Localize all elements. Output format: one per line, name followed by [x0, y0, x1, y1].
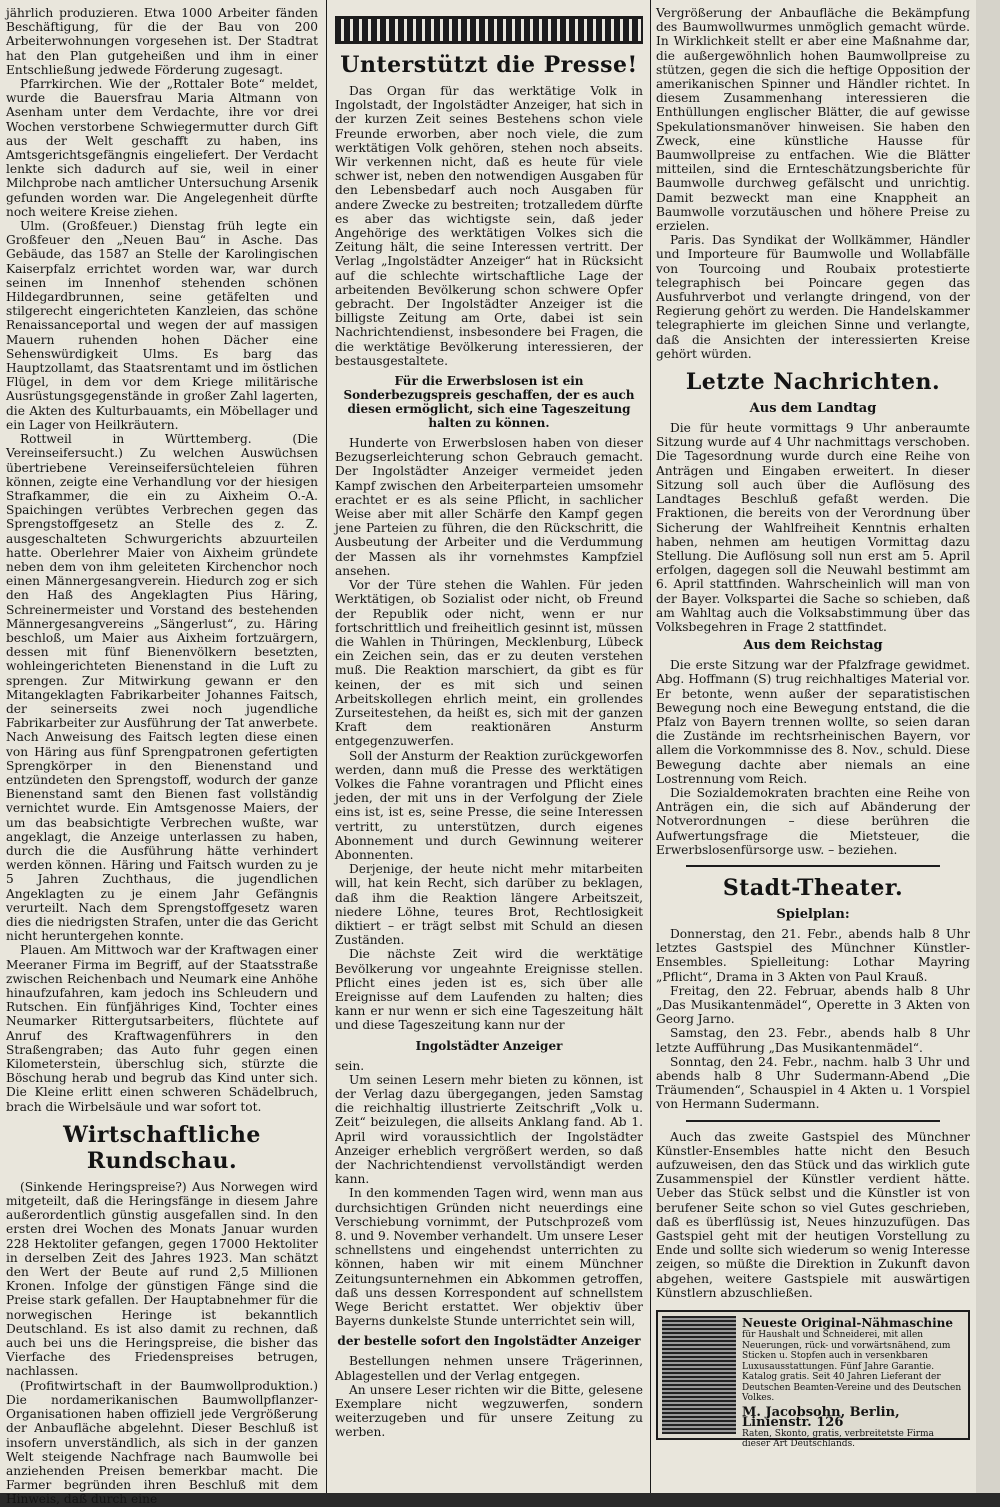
subheading: Aus dem Landtag: [749, 401, 877, 417]
column-1: [6, 6, 318, 1507]
paragraph: Rottweil in Württemberg. (Die Vereinseifersucht.) Zu welchen Auswüchsen übertriebene Vereinseifersüchteleien führen können, zeigte eine Verhandlung vor der hiesigen Strafkammer, die ein zu Aixheim O.-A. Spaichingen verübtes Verbrechen gegen das Sprengstoffgesetz an Stelle des z. Z. ausgeschalteten Schwurgerichts abzuurteilen hatte. Oberlehrer Maier von Aixheim gründete neben dem von ihm geleiteten Kirchenchor noch einen Männergesangverein. Hiedurch zog er sich den Haß des Angeklagten Pius Häring, Schreinermeister und Vorstand des bestehenden Männergesangvereins „Sängerlust“, zu. Häring beschloß, um Maier aus Aixheim fortzuärgern, dessen mit fünf Bienenvölkern besetzten, wohleingerichteten Bienenstand in die Luft zu sprengen. Zur Mitwirkung gewann er den Mitangeklagten Fabrikarbeiter Johannes Faitsch, der seinerseits zwei noch jugendliche Fabrikarbeiter zur Ausführung der Tat anwerbete. Nach Anweisung des Faitsch legten diese einen von Häring aus fünf Sprengpatronen gefertigten Sprengkörper in den Bienenstand und entzündeten den Sprengstoff, wodurch der ganze Bienenstand samt den Bienen fast vollständig vernichtet wurde. Ein Amtsgenosse Maiers, der um das beabsichtigte Verbrechen wußte, war angeklagt, die Anzeige unterlassen zu haben, durch die die Ausführung hätte verhindert werden können. Häring und Faitsch wurden zu je 5 Jahren Zuchthaus, die jugendlichen Angeklagten zu je einem Jahr Gefängnis verurteilt. Nach dem Sprengstoffgesetz waren dies die niedrigsten Strafen, unter die das Gericht nicht heruntergehen konnte.: [6, 432, 318, 944]
column-rule: [650, 0, 651, 1493]
paragraph: sein.: [335, 1058, 365, 1073]
paragraph: Paris. Das Syndikat der Wollkämmer, Händler und Importeure für Baumwolle und Wollabfälle von Tourcoing und Roubaix protestierte telegraphisch bei Poincare gegen das Ausfuhrverbot und verlangte dringend, von der Regierung gehört zu werden. Die Handelskammer telegraphierte im gleichen Sinne und verlangte, daß die Ansichten der interessierten Kreise gehört würden.: [656, 233, 970, 361]
ad-body: für Haushalt und Schneiderei, mit allen Neuerungen, rück- und vorwärtsnähend, zum Sticken u. Stopfen auch in versenkbaren Luxusausstattungen. Fünf Jahre Garantie. Katalog gratis. Seit 40 Jahren Lieferant der Deutschen Beamten-Vereine und des Deutschen Volkes.: [742, 1330, 962, 1404]
paragraph: Plauen. Am Mittwoch war der Kraftwagen einer Meeraner Firma im Begriff, auf der Staatsstraße zwischen Reichenbach und Neumark eine Anhöhe hinaufzufahren, kam jedoch ins Schleudern und Rutschen. Ein fünfjähriges Kind, Tochter eines Neumarker Rittergutsarbeiters, flüchtete auf Anruf des Kraftwagenführers in den Straßengraben; das Auto fuhr gegen einen Kilometerstein, überschlug sich, stürzte die Böschung herab und begrub das Kind unter sich. Die Kleine erlitt einen schweren Schädelbruch, brach die Wirbelsäule und war sofort tot.: [6, 943, 318, 1114]
paragraph: (Profitwirtschaft in der Baumwollproduktion.) Die nordamerikanischen Baumwollpflanzer-Organisationen haben offiziell jede Vergrößerung der Anbaufläche abgelehnt. Dieser Beschluß ist insofern unverständlich, als sich in der ganzen Welt steigende Nachfrage nach Baumwolle bei anziehenden Preisen bemerkbar macht. Die Farmer begründen ihren Beschluß mit dem Hinweis, daß durch eine: [6, 1378, 318, 1507]
paragraph: Die erste Sitzung war der Pfalzfrage gewidmet. Abg. Hoffmann (S) trug reichhaltiges Material vor. Er betonte, wenn außer der separatistischen Bewegung noch eine Bewegung entstand, die die Pfalz von Bayern trennen wollte, so seien daran die Zustände im rechtsrheinischen Bayern, vor allem die Vorkommnisse des 8. Nov., schuld. Diese Bewegung dachte aber niemals an eine Lostrennung vom Reich.: [656, 658, 970, 786]
section-heading: Stadt-Theater.: [722, 874, 904, 901]
section-heading: Letzte Nachrichten.: [685, 369, 941, 396]
paragraph: Die für heute vormittags 9 Uhr anberaumte Sitzung wurde auf 4 Uhr nachmittags verschoben. Die Tagesordnung wurde durch eine Reihe von Anträgen und Eingaben erweitert. In dieser Sitzung soll auch über die Auflösung des Landtages Beschluß gefaßt werden. Die Fraktionen, die bereits von der Verordnung über Sicherung der Wahlfreiheit Kenntnis erhalten haben, nehmen am heutigen Vormittag dazu Stellung. Die Auflösung soll nun erst am 5. April erfolgen, dagegen soll die Neuwahl bestimmt am 6. April stattfinden. Wahrscheinlich will man von der Bayer. Volkspartei die Sache so schieben, daß am Wahltag auch die Volksabstimmung über das Volksbegehren in Frage 2 stattfindet.: [656, 421, 970, 634]
paragraph: Vergrößerung der Anbaufläche die Bekämpfung des Baumwollwurmes unmöglich gemacht würde. In Wirklichkeit stellt er aber eine Maßnahme dar, die außergewöhnlich hohen Baumwollpreise zu stützen, gegen die sich die heftige Opposition der amerikanischen Spinner und Händler richtet. In diesem Zusammenhang interessieren die Enthüllungen englischer Blätter, die auf gewisse Spekulationsmanöver hinweisen. Sie haben den Zweck, eine künstliche Hausse für Baumwollpreise zu entfachen. Wie die Blätter mitteilen, sind die Ernteschätzungsberichte für Baumwolle durchweg gefälscht und unrichtig. Damit bezweckt man eine Knappheit an Baumwolle vorzutäuschen und höhere Preise zu erzielen.: [656, 6, 970, 234]
section-heading: Wirtschaftliche Rundschau.: [63, 1121, 261, 1174]
paragraph: (Sinkende Heringspreise?) Aus Norwegen wird mitgeteilt, daß die Heringsfänge in diesem Jahre außerordentlich günstig ausgefallen sind. In den ersten drei Wochen des Monats Januar wurden 228 Hektoliter gefangen, gegen 17000 Hektoliter in derselben Zeit des Jahres 1923. Man schätzt den Wert der Beute auf rund 2,5 Millionen Kronen. Infolge der günstigen Fänge sind die Preise stark gefallen. Der Hauptabnehmer für die norwegischen Heringe ist bekanntlich Deutschland. Es ist also damit zu rechnen, daß auch bei uns die Heringspreise, die bisher das Vierfache des Friedenspreises betrugen, nachlassen.: [6, 1179, 318, 1379]
subheading: Aus dem Reichstag: [743, 638, 883, 654]
paragraph: Vor der Türe stehen die Wahlen. Für jeden Werktätigen, ob Sozialist oder nicht, ob Freund der Republik oder nicht, wenn er nur fortschrittlich und freiheitlich gesinnt ist, müssen die Wahlen in Thüringen, Mecklenburg, Lübeck ein Zeichen sein, das er zu deuten verstehen muß. Die Reaktion marschiert, da gibt es für keinen, der es mit sich und seinen Arbeitskollegen ehrlich meint, ein grollendes Zurseitestehen, da heißt es, sich mit der ganzen Kraft dem reaktionären Ansturm entgegenzuwerfen.: [335, 578, 643, 749]
paragraph: Sonntag, den 24. Febr., nachm. halb 3 Uhr und abends halb 8 Uhr Sudermann-Abend „Die Träumenden“, Schauspiel in 4 Akten u. 1 Vorspiel von Hermann Sudermann.: [656, 1054, 970, 1112]
paragraph: Derjenige, der heute nicht mehr mitarbeiten will, hat kein Recht, sich darüber zu beklagen, daß ihm die Reaktion längere Arbeitszeit, niedere Löhne, teures Brot, Rechtlosigkeit diktiert – er trägt selbst mit Schuld an diesen Zuständen.: [335, 862, 643, 948]
divider: [686, 865, 940, 867]
column-2: [335, 6, 643, 1440]
column-3: [656, 6, 970, 1450]
ad-company: M. Jacobsohn, Berlin, Linienstr. 126: [742, 1404, 900, 1431]
paragraph: Freitag, den 22. Februar, abends halb 8 Uhr „Das Musikantenmädel“, Operette in 3 Akten von Georg Jarno.: [656, 983, 970, 1027]
paragraph: An unsere Leser richten wir die Bitte, gelesene Exemplare nicht wegzuwerfen, sondern weiterzugeben und für unsere Zeitung zu werben.: [335, 1382, 643, 1440]
paragraph: Donnerstag, den 21. Febr., abends halb 8 Uhr letztes Gastspiel des Münchner Künstler-Ensembles. Spielleitung: Lothar Mayring „Pflicht“, Drama in 3 Akten von Paul Krauß.: [656, 926, 970, 984]
column-rule: [326, 0, 327, 1493]
paragraph: Pfarrkirchen. Wie der „Rottaler Bote“ meldet, wurde die Bauersfrau Maria Altmann von Asenham unter dem Verdachte, ihre vor drei Wochen verstorbene Schwiegermutter durch Gift aus der Welt geschafft zu haben, ins Amtsgerichtsgefängnis eingeliefert. Der Verdacht lenkte sich dadurch auf sie, weil in einer Milchprobe nach amtlicher Untersuchung Arsenik gefunden worden war. Die Angelegenheit dürfte noch weitere Kreise ziehen.: [6, 77, 318, 219]
paragraph: In den kommenden Tagen wird, wenn man aus durchsichtigen Gründen nicht neuerdings eine Verschiebung vornimmt, der Putschprozeß vom 8. und 9. November verhandelt. Um unsere Leser schnellstens und eingehendst unterrichten zu können, haben wir mit einem Münchner Zeitungsunternehmen ein Abkommen getroffen, daß uns dessen Korrespondent auf schnellstem Wege Bericht erstattet. Wer objektiv über Bayerns dunkelste Stunde unterrichtet sein will,: [335, 1186, 643, 1329]
ad-title: Neueste Original-Nähmaschine: [742, 1316, 954, 1331]
sewing-machine-advertisement: [656, 1310, 970, 1450]
ad-text: [742, 1316, 964, 1450]
paragraph: Hunderte von Erwerbslosen haben von dieser Bezugserleichterung schon Gebrauch gemacht. Der Ingolstädter Anzeiger vermeidet jeden Kampf zwischen den Arbeiterparteien umsomehr erachtet er es als seine Pflicht, in sachlicher Weise aber mit aller Schärfe den Kampf gegen jene Parteien zu führen, die den Rückschritt, die Ausbeutung der Arbeiter und die Verdummung der Massen als ihr vornehmstes Kampfziel ansehen.: [335, 436, 643, 578]
subheading: Spielplan:: [776, 906, 850, 922]
article-heading: Unterstützt die Presse!: [340, 52, 638, 78]
paragraph: Auch das zweite Gastspiel des Münchner Künstler-Ensembles hatte nicht den Besuch aufzuweisen, den das Stück und das wirklich gute Zusammenspiel der Künstler verdient hätte. Ueber das Stück selbst und die Künstler ist von berufener Seite schon so viel Gutes geschrieben, daß es überflüssig ist, Neues hinzuzufügen. Das Gastspiel geht mit der heutigen Vorstellung zu Ende und sollte sich wiederum so wenig Interesse zeigen, so müßte die Direktion in Zukunft davon abgehen, weitere Gastspiele mit auswärtigen Künstlern abzuschließen.: [656, 1129, 970, 1300]
paragraph: Die Sozialdemokraten brachten eine Reihe von Anträgen ein, die sich auf Abänderung der Notverordnungen – diese berühren die Aufwertungsfrage die Mietsteuer, die Erwerbslosenfürsorge usw. – beziehen.: [656, 785, 970, 857]
bold-callout: der bestelle sofort den Ingolstädter Anzeiger: [337, 1334, 641, 1349]
paragraph: Soll der Ansturm der Reaktion zurückgeworfen werden, dann muß die Presse des werktätigen Volkes die Fahne vorantragen und Pflicht eines jeden, der mit uns in der Verfolgung der Ziele eins ist, ist es, seine Presse, die seine Interessen vertritt, zu unterstützen, durch eigenes Abonnement und durch Gewinnung weiterer Abonnenten.: [335, 748, 643, 862]
paragraph: jährlich produzieren. Etwa 1000 Arbeiter fänden Beschäftigung, für die der Bau von 200 Arbeiterwohnungen vorgesehen ist. Der Stadtrat hat den Plan gutgeheißen und ihm in einer Entschließung jedwede Förderung zugesagt.: [6, 6, 318, 77]
paragraph: Das Organ für das werktätige Volk in Ingolstadt, der Ingolstädter Anzeiger, hat sich in der kurzen Zeit seines Bestehens schon viele Freunde erworben, aber noch viele, die zum werktätigen Volk gehören, stehen noch abseits. Wir verkennen nicht, daß es heute für viele schwer ist, neben den notwendigen Ausgaben für den Lebensbedarf auch noch Ausgaben für andere Zwecke zu bestreiten; trotzalledem dürfte es aber das wichtigste sein, daß jeder Angehörige des werktätigen Volkes sich die Zeitung hält, die seine Interessen vertritt. Der Verlag „Ingolstädter Anzeiger“ hat in Rücksicht auf die schlechte wirtschaftliche Lage der arbeitenden Bevölkerung schon schwere Opfer gebracht. Der Ingolstädter Anzeiger ist die billigste Zeitung am Orte, dabei ist sein Nachrichtendienst, insbesondere bei Fragen, die die werktätige Bevölkerung interessieren, der bestausgestaltete.: [335, 84, 643, 368]
paragraph: Ulm. (Großfeuer.) Dienstag früh legte ein Großfeuer den „Neuen Bau“ in Asche. Das Gebäude, das 1587 an Stelle der Karolingischen Kaiserpfalz errichtet worden war, war durch seinen im Innenhof stehenden schönen Hildegardbrunnen, seine getäfelten und stilgerecht eingerichteten Kanzleien, das schöne Renaissanceportal und wegen der auf massigen Mauern ruhenden hohen Dächer eine Sehenswürdigkeit Ulms. Es barg das Hauptzollamt, das Staatsrentamt und im östlichen Flügel, in dem vor dem Kriege militärische Ausrüstungsgegenstände in großer Zahl lagerten, die Akten des Kulturbauamts, ein Möbellager und ein Lager von Heilkräutern.: [6, 219, 318, 432]
bold-callout: Für die Erwerbslosen ist ein Sonderbezugspreis geschaffen, der es auch diesen ermöglicht, sich eine Tageszeitung halten zu können.: [343, 374, 635, 431]
sewing-machine-image: [662, 1316, 736, 1434]
paragraph: Samstag, den 23. Febr., abends halb 8 Uhr letzte Aufführung „Das Musikantenmädel“.: [656, 1026, 970, 1055]
paragraph: Um seinen Lesern mehr bieten zu können, ist der Verlag dazu übergegangen, jeden Samstag die reichhaltig illustrierte Zeitschrift „Volk u. Zeit“ beizulegen, die allseits Anklang fand. Ab 1. April wird voraussichtlich der Ingolstädter Anzeiger erheblich vergrößert werden, so daß der Nachrichtendienst vervollständigt werden kann.: [335, 1072, 643, 1187]
ornamental-border: [335, 16, 643, 44]
newspaper-name: Ingolstädter Anzeiger: [415, 1038, 563, 1053]
page-edge: [976, 0, 1000, 1493]
divider: [686, 1120, 940, 1122]
ad-footer: Raten, Skonto, gratis, verbreitetste Firma dieser Art Deutschlands.: [742, 1428, 934, 1450]
paragraph: Die nächste Zeit wird die werktätige Bevölkerung vor ungeahnte Ereignisse stellen. Pflicht eines jeden ist es, sich über alle Ereignisse auf dem Laufenden zu halten; dies kann er nur wenn er sich eine Tageszeitung hält und diese Tageszeitung kann nur der: [335, 947, 643, 1033]
paragraph: Bestellungen nehmen unsere Trägerinnen, Ablagestellen und der Verlag entgegen.: [335, 1354, 643, 1383]
